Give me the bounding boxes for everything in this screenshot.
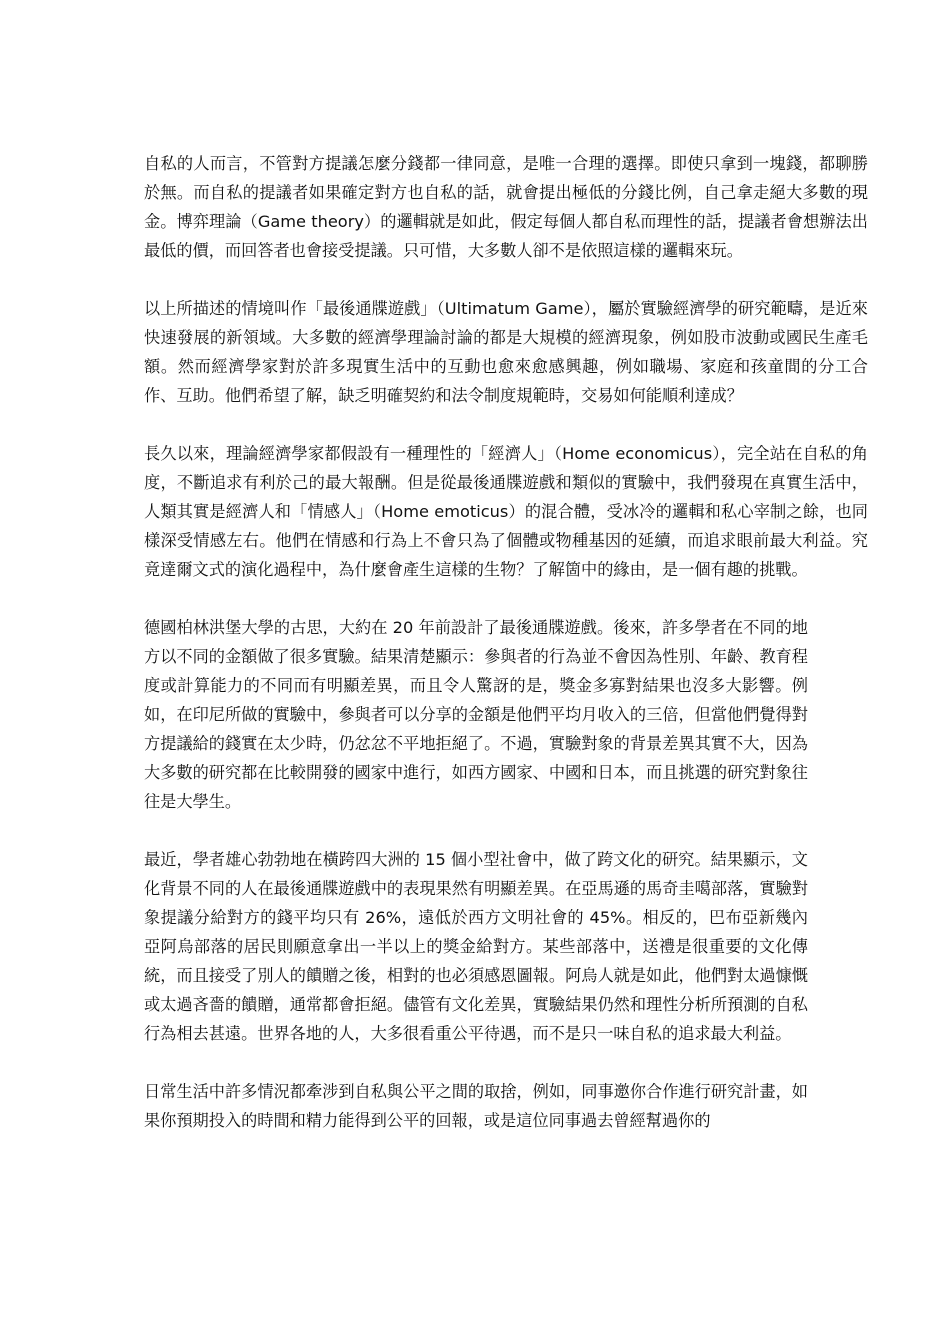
article-body [144, 149, 868, 1164]
paragraph-4: 德國柏林洪堡大學的古思，大約在 20 年前設計了最後通牒遊戲。後來，許多學者在不同的地方以不同的金額做了很多實驗。結果清楚顯示：參與者的行為並不會因為性別、年齡、教育程度或計算能力的不同而有明顯差異，而且令人驚訝的是，獎金多寡對結果也沒多大影響。例如，在印尼所做的實驗中，參與者可以分享的金額是他們平均月收入的三倍，但當他們覺得對方提議給的錢實在太少時，仍忿忿不平地拒絕了。不過，實驗對象的背景差異其實不大，因為大多數的研究都在比較開發的國家中進行，如西方國家、中國和日本，而且挑選的研究對象往往是大學生。 [144, 618, 808, 811]
paragraph-5: 最近，學者雄心勃勃地在橫跨四大洲的 15 個小型社會中，做了跨文化的研究。結果顯示，文化背景不同的人在最後通牒遊戲中的表現果然有明顯差異。在亞馬遜的馬奇圭噶部落，實驗對象提議分給對方的錢平均只有 26%，遠低於西方文明社會的 45%。相反的，巴布亞新幾內亞阿烏部落的居民則願意拿出一半以上的獎金給對方。某些部落中，送禮是很重要的文化傳統，而且接受了別人的饋贈之後，相對的也必須感恩圖報。阿烏人就是如此，他們對太過慷慨或太過吝嗇的饋贈，通常都會拒絕。儘管有文化差異，實驗結果仍然和理性分析所預測的自私行為相去甚遠。世界各地的人，大多很看重公平待遇，而不是只一味自私的追求最大利益。 [144, 850, 808, 1043]
paragraph-3: 長久以來，理論經濟學家都假設有一種理性的「經濟人」（Home economicus），完全站在自私的角度，不斷追求有利於己的最大報酬。但是從最後通牒遊戲和類似的實驗中，我們發現在真實生活中，人類其實是經濟人和「情感人」（Home emoticus）的混合體，受冰冷的邏輯和私心宰制之餘，也同樣深受情感左右。他們在情感和行為上不會只為了個體或物種基因的延續，而追求眼前最大利益。究竟達爾文式的演化過程中，為什麼會產生這樣的生物？了解箇中的緣由，是一個有趣的挑戰。 [144, 444, 868, 579]
paragraph-6: 日常生活中許多情況都牽涉到自私與公平之間的取捨，例如，同事邀你合作進行研究計畫，如果你預期投入的時間和精力能得到公平的回報，或是這位同事過去曾經幫過你的 [144, 1082, 808, 1130]
paragraph-2: 以上所描述的情境叫作「最後通牒遊戲」（Ultimatum Game），屬於實驗經濟學的研究範疇，是近來快速發展的新領域。大多數的經濟學理論討論的都是大規模的經濟現象，例如股市波動或國民生產毛額。然而經濟學家對於許多現實生活中的互動也愈來愈感興趣，例如職場、家庭和孩童間的分工合作、互助。他們希望了解，缺乏明確契約和法令制度規範時，交易如何能順利達成？ [144, 299, 868, 405]
paragraph-1: 自私的人而言，不管對方提議怎麼分錢都一律同意，是唯一合理的選擇。即使只拿到一塊錢，都聊勝於無。而自私的提議者如果確定對方也自私的話，就會提出極低的分錢比例，自己拿走絕大多數的現金。博弈理論（Game theory）的邏輯就是如此，假定每個人都自私而理性的話，提議者會想辦法出最低的價，而回答者也會接受提議。只可惜，大多數人卻不是依照這樣的邏輯來玩。 [144, 154, 868, 260]
